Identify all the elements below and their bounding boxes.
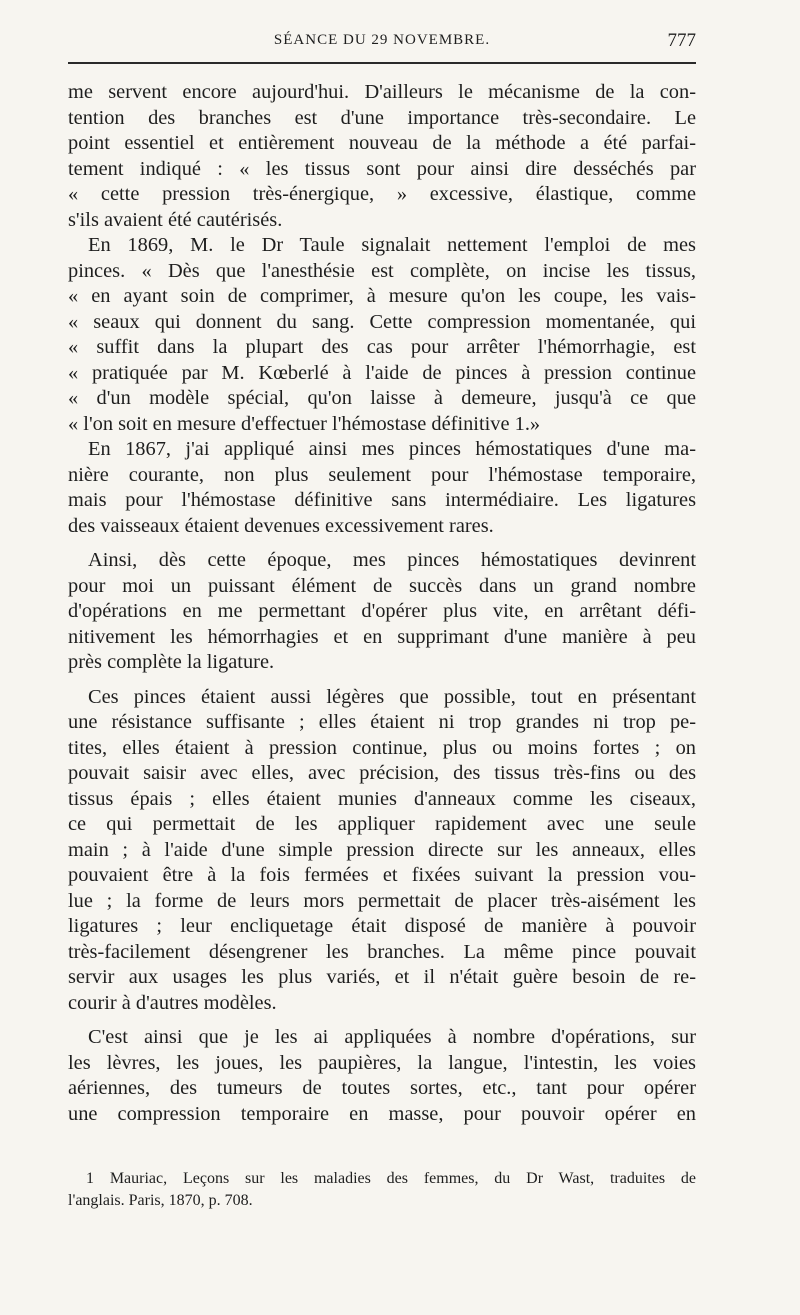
- text-line: « d'un modèle spécial, qu'on laisse à demeure, jusqu'à ce que: [68, 387, 696, 409]
- text-line: « l'on soit en mesure d'effectuer l'hémostase définitive 1.»: [68, 412, 541, 435]
- text-line: une résistance suffisante ; elles étaient ni trop grandes ni trop pe-: [68, 711, 696, 733]
- text-line: Ainsi, dès cette époque, mes pinces hémostatiques devinrent: [88, 549, 696, 571]
- text-line: pouvaient être à la fois fermées et fixées suivant la pression vou-: [68, 864, 696, 886]
- footnotes: [68, 1168, 696, 1212]
- text-line: Ces pinces étaient aussi légères que possible, tout en présentant: [88, 685, 696, 708]
- text-line: pinces. « Dès que l'anesthésie est complète, on incise les tissus,: [68, 259, 696, 282]
- paragraph-gap: [68, 1016, 696, 1025]
- text-line: main ; à l'aide d'une simple pression directe sur les anneaux, elles: [68, 838, 696, 861]
- text-line: tissus épais ; elles étaient munies d'anneaux comme les ciseaux,: [68, 787, 696, 810]
- body-text: [68, 80, 696, 1127]
- text-line: lue ; la forme de leurs mors permettait de placer très-aisément les: [68, 889, 696, 912]
- text-line: les lèvres, les joues, les paupières, la langue, l'intestin, les voies: [68, 1051, 696, 1074]
- text-line: pouvait saisir avec elles, avec précision, des tissus très-fins ou des: [68, 762, 696, 784]
- text-line: pour moi un puissant élément de succès dans un grand nombre: [68, 574, 696, 597]
- text-line: « seaux qui donnent du sang. Cette compression momentanée, qui: [68, 310, 696, 333]
- running-title: SÉANCE DU 29 NOVEMBRE.: [273, 32, 491, 48]
- paragraph-gap: [68, 539, 696, 548]
- paragraph-gap: [68, 676, 696, 685]
- text-line: « cette pression très-énergique, » excessive, élastique, comme: [68, 183, 696, 205]
- text-line: tement indiqué : « les tissus sont pour ainsi dire desséchés par: [68, 157, 696, 180]
- header-rule: [68, 62, 696, 64]
- text-line: nitivement les hémorrhagies et en supprimant d'une manière à peu: [68, 625, 696, 648]
- page-number: 777: [667, 30, 696, 51]
- text-line: très-facilement désengrener les branches. La même pince pouvait: [68, 940, 696, 963]
- text-line: nière courante, non plus seulement pour l'hémostase temporaire,: [68, 463, 696, 486]
- text-line: En 1869, M. le Dr Taule signalait nettement l'emploi de mes: [88, 234, 696, 256]
- text-line: tention des branches est d'une importance très-secondaire. Le: [68, 106, 696, 129]
- footnote-line: l'anglais. Paris, 1870, p. 708.: [68, 1192, 253, 1209]
- text-line: servir aux usages les plus variés, et il n'était guère besoin de re-: [68, 966, 696, 988]
- text-line: point essentiel et entièrement nouveau de la méthode a été parfai-: [68, 132, 696, 154]
- text-line: mais pour l'hémostase définitive sans intermédiaire. Les ligatures: [68, 489, 696, 511]
- page-header: [68, 28, 696, 58]
- text-line: s'ils avaient été cautérisés.: [68, 208, 283, 231]
- text-line: des vaisseaux étaient devenues excessivement rares.: [68, 514, 494, 537]
- text-line: En 1867, j'ai appliqué ainsi mes pinces hémostatiques d'une ma-: [88, 438, 696, 460]
- text-line: courir à d'autres modèles.: [68, 991, 277, 1014]
- text-line: « pratiquée par M. Kœberlé à l'aide de pinces à pression continue: [68, 361, 696, 384]
- text-line: me servent encore aujourd'hui. D'ailleurs le mécanisme de la con-: [68, 81, 696, 103]
- text-line: ligatures ; leur encliquetage était disposé de manière à pouvoir: [68, 915, 696, 937]
- text-line: aériennes, des tumeurs de toutes sortes, etc., tant pour opérer: [68, 1077, 696, 1099]
- text-line: « suffit dans la plupart des cas pour arrêter l'hémorrhagie, est: [68, 336, 696, 358]
- text-line: C'est ainsi que je les ai appliquées à nombre d'opérations, sur: [88, 1026, 696, 1048]
- text-line: une compression temporaire en masse, pour pouvoir opérer en: [68, 1102, 696, 1125]
- footnote-line: 1 Mauriac, Leçons sur les maladies des femmes, du Dr Wast, traduites de: [86, 1170, 696, 1187]
- text-line: d'opérations en me permettant d'opérer plus vite, en arrêtant défi-: [68, 600, 696, 622]
- text-line: tites, elles étaient à pression continue, plus ou moins fortes ; on: [68, 736, 696, 759]
- text-line: « en ayant soin de comprimer, à mesure qu'on les coupe, les vais-: [68, 285, 696, 307]
- text-line: ce qui permettait de les appliquer rapidement avec une seule: [68, 813, 696, 835]
- text-line: près complète la ligature.: [68, 651, 275, 673]
